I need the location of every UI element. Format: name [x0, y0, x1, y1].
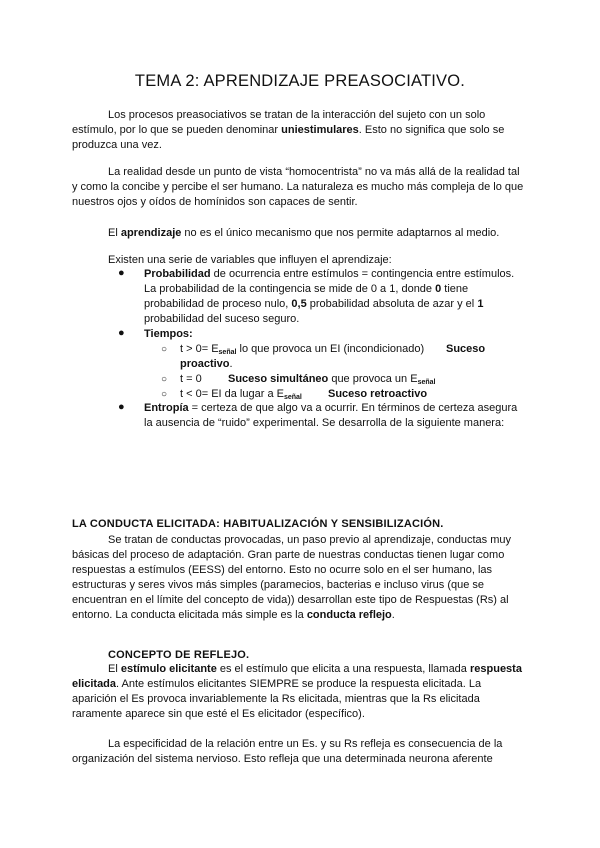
bullet-dot-icon: ●	[118, 401, 125, 413]
tiempo-item-zero: t = 0	[180, 373, 202, 385]
section-conducta-elicitada-paragraph: Se tratan de conductas provocadas, un paso previo al aprendizaje, conductas muy básicas del proceso de adaptación. Gran parte de nuestras conductas tienen lugar como respuestas a estímulos (EESS) del entorno. Esto no ocurre solo en el ser humano, las estructuras y seres vivos más simples (paramecios, bacterias e incluso virus (que se encuentran en el límite del concepto de vida)) desarrollan este tipo de Respuestas (Rs) al entorno. La conducta elicitada más simple es la conducta reflejo.	[72, 534, 511, 621]
intro-paragraph-2: La realidad desde un punto de vista “homocentrista” no va más allá de la realidad tal y como la concibe y percibe el ser humano. La naturaleza es mucho más compleja de lo que nuestros ojos y oídos de homínidos son capaces de sentir.	[72, 166, 524, 208]
tiempo-item-zero-result: Suceso simultáneo que provoca un $E_{señal}$	[228, 373, 436, 386]
intro-paragraph-3: El aprendizaje no es el único mecanismo que nos permite adaptarnos al medio.	[108, 227, 500, 239]
bullet-entropia: Entropía = certeza de que algo va a ocurrir. En términos de certeza asegura la ausencia de “ruido” experimental. Se desarrolla de la siguiente manera:	[144, 402, 518, 429]
bullet-dot-icon: ●	[118, 267, 125, 279]
sub-bullet-circle-icon: ○	[161, 389, 168, 400]
sub-bullet-circle-icon: ○	[161, 344, 168, 355]
bullet-dot-icon: ●	[118, 327, 125, 339]
tiempo-item-positive-result: Suceso	[446, 343, 486, 355]
intro-paragraph-4: Existen una serie de variables que influyen el aprendizaje:	[108, 254, 392, 266]
tiempo-item-positive: $t > 0= E_{señal}$ lo que provoca un EI (incondicionado)	[180, 343, 425, 356]
section-heading-conducta-elicitada: LA CONDUCTA ELICITADA: HABITUALIZACIÓN Y SENSIBILIZACIÓN.	[72, 518, 444, 530]
intro-paragraph-1: Los procesos preasociativos se tratan de la interacción del sujeto con un solo estímulo, por lo que se pueden denominar uniestimulares. Esto no significa que solo se produzca una vez.	[72, 109, 505, 151]
tiempo-item-negative: t < 0= EI da lugar a $E_{señal}$	[180, 388, 302, 401]
section-reflejo-paragraph-1: El estímulo elicitante es el estímulo que elicita a una respuesta, llamada respuesta elicitada. Ante estímulos elicitantes SIEMPRE se produce la respuesta elicitada. La aparición el Es provoca invariablemente la Rs elicitada, mientras que la Rs elicitada raramente aparece sin que esté el Es elicitador (específico).	[72, 663, 522, 720]
sub-bullet-circle-icon: ○	[161, 374, 168, 385]
section-heading-concepto-reflejo: CONCEPTO DE REFLEJO.	[108, 649, 250, 661]
tiempo-item-positive-result-cont: proactivo.	[180, 358, 233, 370]
bullet-probabilidad: Probabilidad de ocurrencia entre estímulos = contingencia entre estímulos. La probabilidad de la contingencia se mide de 0 a 1, donde 0 tiene probabilidad de proceso nulo, 0,5 probabilidad absoluta de azar y el 1 probabilidad del suceso seguro.	[144, 268, 515, 325]
page-title: TEMA 2: APRENDIZAJE PREASOCIATIVO.	[134, 72, 466, 90]
tiempo-item-negative-result: Suceso retroactivo	[328, 388, 428, 400]
section-reflejo-paragraph-2: La especificidad de la relación entre un Es. y su Rs refleja es consecuencia de la organización del sistema nervioso. Esto refleja que una determinada neurona aferente	[72, 738, 503, 765]
bullet-tiempos: Tiempos:	[144, 328, 193, 340]
